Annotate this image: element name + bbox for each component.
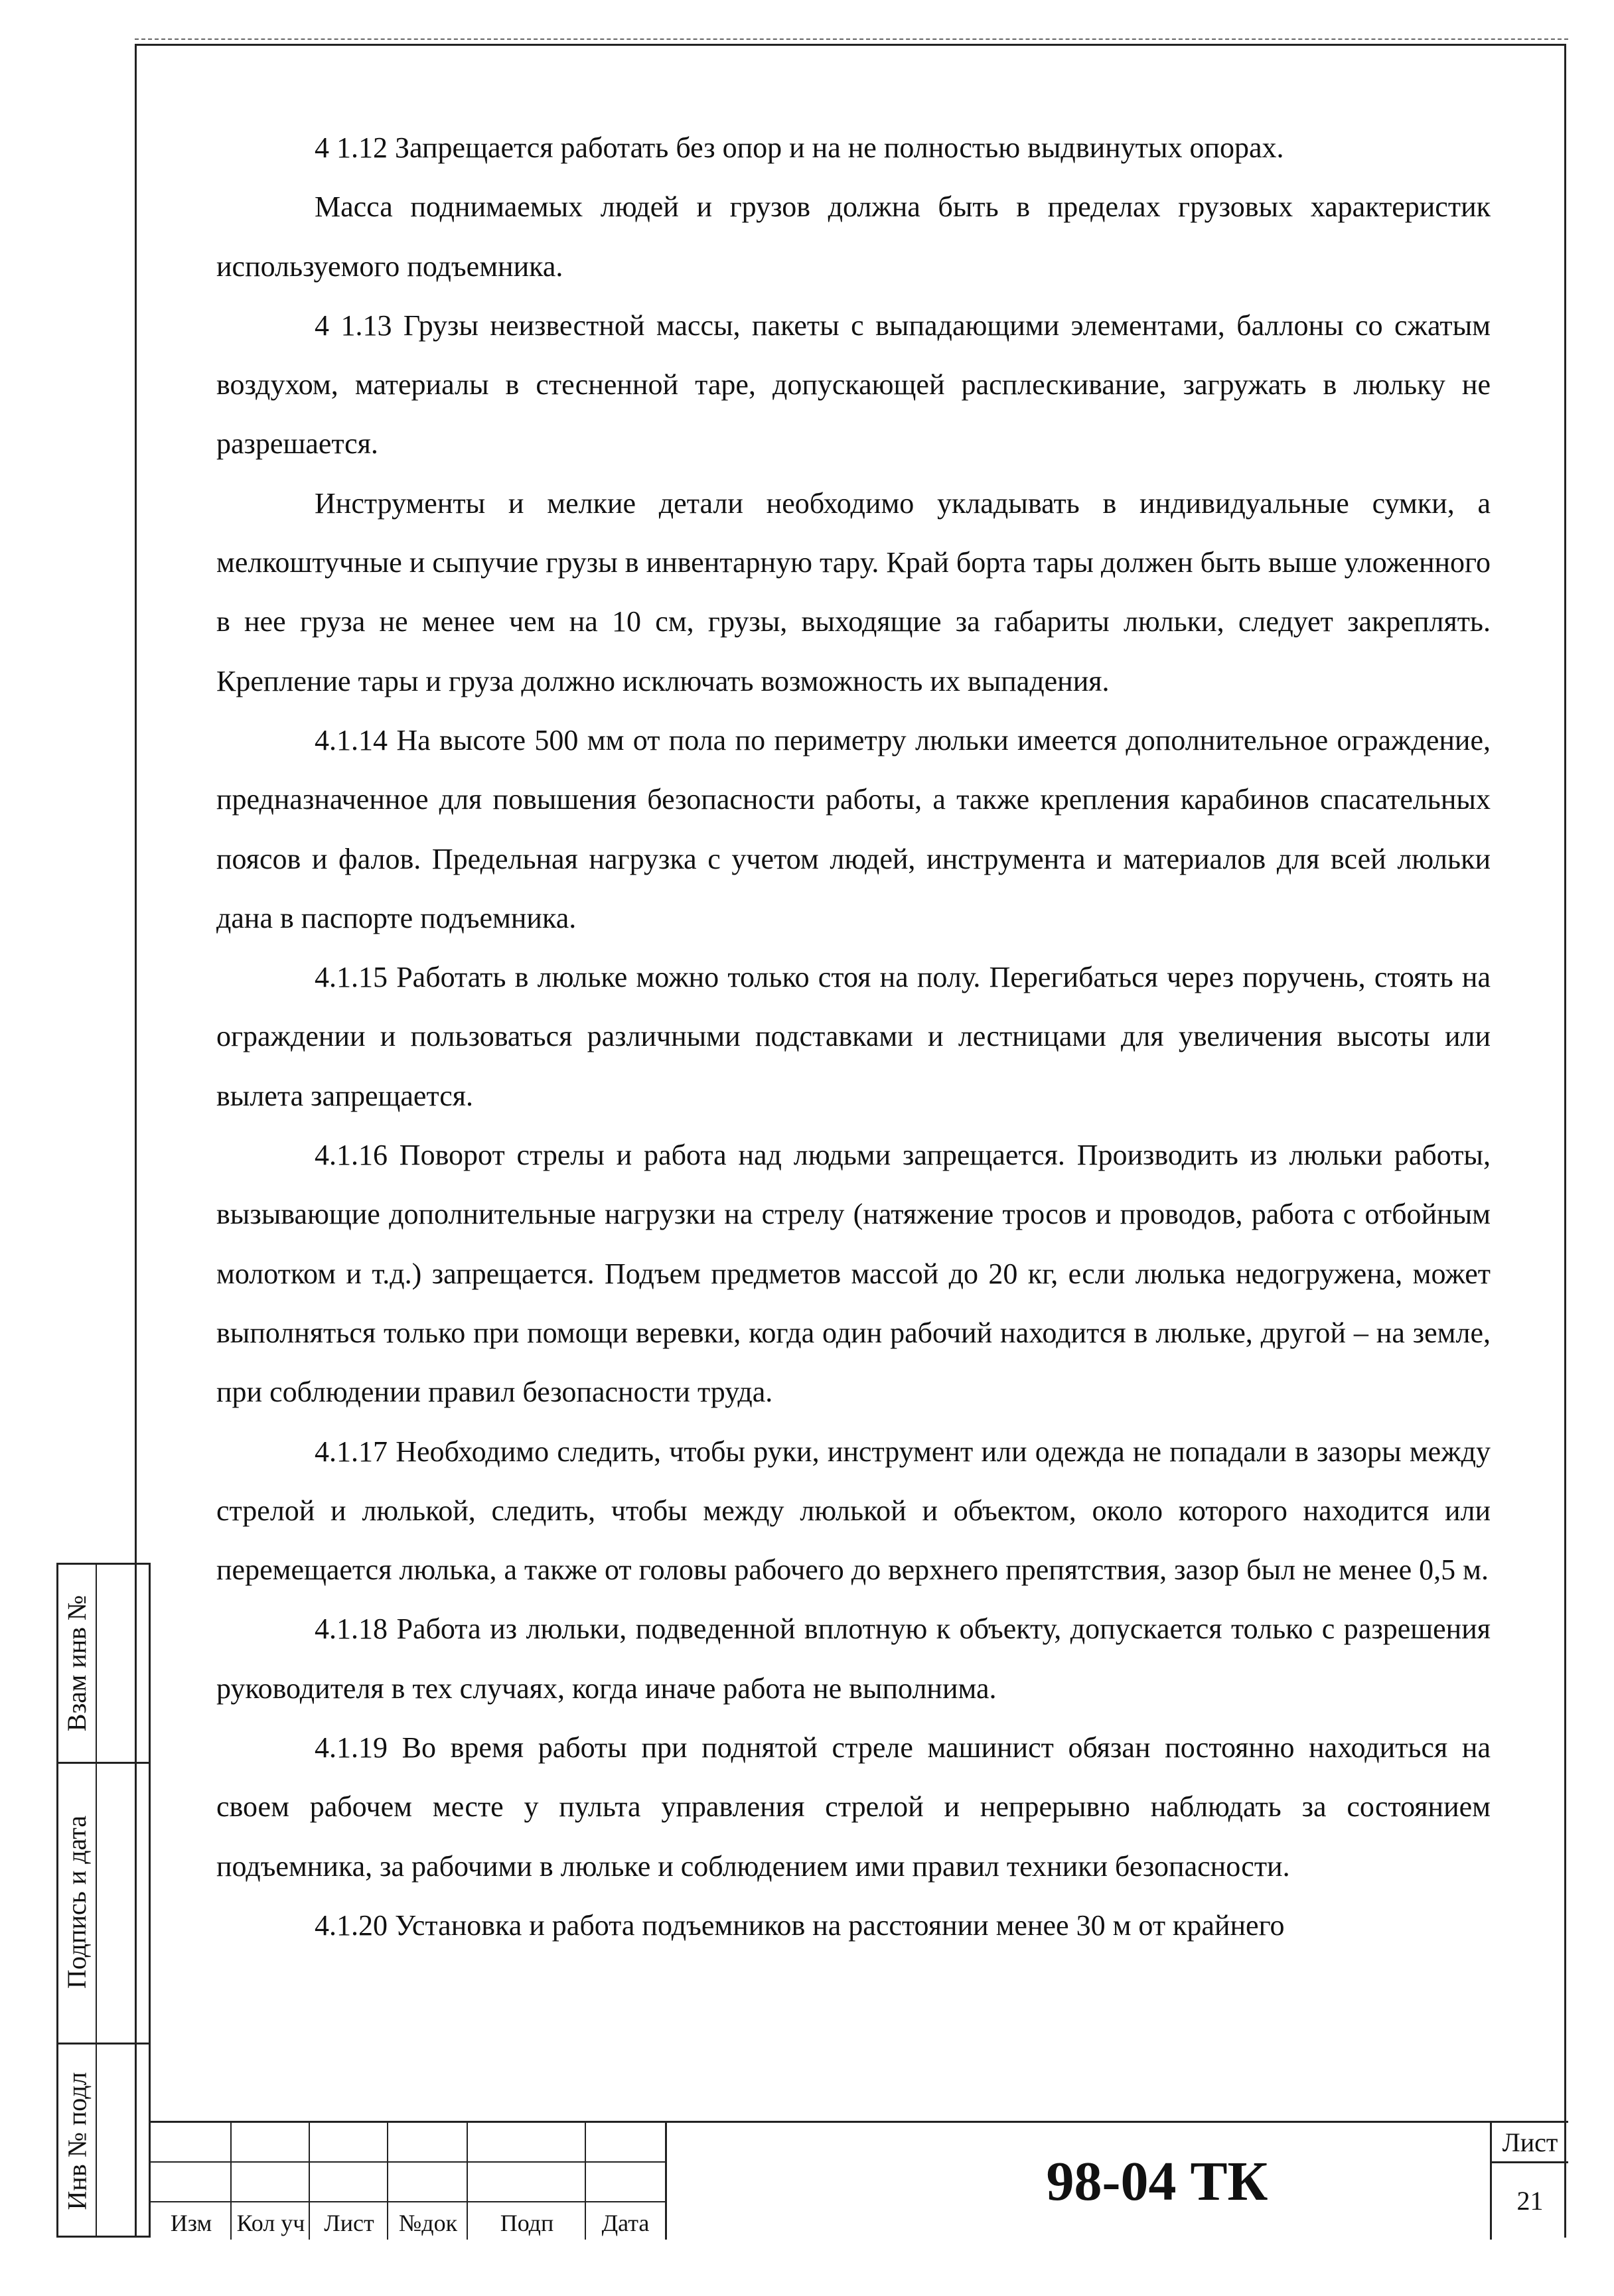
paragraph: 4.1.16 Поворот стрелы и работа над людьми запрещается. Производить из люльки работы, вызывающие дополнительные нагрузки на стрелу (натяжение тросов и проводов, работа с отбойным молотком и т.д.) запрещается. Подъем предметов массой до 20 кг, если люлька недогружена, может выполняться только при помощи веревки, когда один рабочий находится в люльке, другой – на земле, при соблюдении правил безопасности труда.	[216, 1139, 1491, 1409]
document-body	[216, 118, 1491, 1955]
side-stamp	[56, 1563, 151, 2238]
frame-top-dashed-line	[135, 38, 1568, 40]
revision-cell	[586, 2163, 665, 2202]
column-label-signature: Подп	[500, 2210, 554, 2236]
paragraph: 4.1.18 Работа из люльки, подведенной вплотную к объекту, допускается только с разрешения руководителя в тех случаях, когда иначе работа не выполнима.	[216, 1613, 1491, 1705]
column-label-doc-number: №док	[398, 2210, 458, 2236]
revision-cell	[586, 2123, 665, 2163]
paragraph: 4.1.14 На высоте 500 мм от пола по периметру люльки имеется дополнительное ограждение, предназначенное для повышения безопасности работы, а также крепления карабинов спасательных поясов и фалов. Предельная нагрузка с учетом людей, инструмента и материалов для всей люльки дана в паспорте подъемника.	[216, 723, 1491, 934]
revision-cell	[468, 2163, 586, 2202]
side-stamp-field-signature-date	[60, 1762, 94, 2043]
revision-cell	[388, 2163, 468, 2202]
revision-cell	[151, 2123, 232, 2163]
paragraph: 4.1.19 Во время работы при поднятой стреле машинист обязан постоянно находиться на своем рабочем месте у пульта управления стрелой и непрерывно наблюдать за состоянием подъемника, за рабочими в люльке и соблюдением ими правил техники безопасности.	[216, 1731, 1491, 1883]
revision-cell	[468, 2123, 586, 2163]
side-stamp-field-orig-inv	[60, 2043, 94, 2240]
column-label-date: Дата	[601, 2210, 650, 2236]
paragraph: 4.1.20 Установка и работа подъемников на расстоянии менее 30 м от крайнего	[315, 1908, 1285, 1942]
column-label-sheet: Лист	[324, 2210, 374, 2236]
sheet-number: 21	[1516, 2185, 1544, 2216]
column-label-count: Кол уч	[236, 2210, 305, 2236]
sheet-number-box	[1490, 2123, 1568, 2240]
side-stamp-divider	[96, 1565, 97, 2236]
paragraph: 4 1.12 Запрещается работать без опор и на не полностью выдвинутых опорах.	[315, 131, 1284, 164]
sheet-label: Лист	[1492, 2123, 1568, 2163]
paragraph: Масса поднимаемых людей и грузов должна быть в пределах грузовых характеристик используемого подъемника.	[216, 190, 1491, 283]
revision-cell	[151, 2163, 232, 2202]
paragraph: 4.1.15 Работать в люльке можно только стоя на полу. Перегибаться через поручень, стоять на ограждении и пользоваться различными подставками и лестницами для увеличения высоты или вылета запрещается.	[216, 961, 1491, 1112]
side-stamp-label: Взам инв №	[62, 1595, 92, 1732]
revision-table	[151, 2123, 665, 2240]
revision-cell	[310, 2123, 388, 2163]
revision-cell	[232, 2123, 310, 2163]
revision-cell	[310, 2163, 388, 2202]
side-stamp-label: Подпись и дата	[62, 1815, 92, 1989]
paragraph: 4 1.13 Грузы неизвестной массы, пакеты с выпадающими элементами, баллоны со сжатым воздухом, материалы в стесненной таре, допускающей расплескивание, загружать в люльку не разрешается.	[216, 309, 1491, 461]
paragraph: Инструменты и мелкие детали необходимо укладывать в индивидуальные сумки, а мелкоштучные и сыпучие грузы в инвентарную тару. Край борта тары должен быть выше уложенного в нее груза не менее чем на 10 см, грузы, выходящие за габариты люльки, следует закреплять. Крепление тары и груза должно исключать возможность их выпадения.	[216, 486, 1491, 697]
revision-cell	[388, 2123, 468, 2163]
side-stamp-label: Инв № подл	[62, 2072, 92, 2210]
document-code: 98-04 ТК	[665, 2123, 1614, 2240]
column-label-change: Изм	[170, 2210, 212, 2236]
side-stamp-field-replace-inv	[60, 1565, 94, 1762]
revision-cell	[232, 2163, 310, 2202]
title-block	[151, 2121, 1568, 2238]
paragraph: 4.1.17 Необходимо следить, чтобы руки, инструмент или одежда не попадали в зазоры между стрелой и люлькой, следить, чтобы между люлькой и объектом, около которого находится или перемещается люлька, а также от головы рабочего до верхнего препятствия, зазор был не менее 0,5 м.	[216, 1435, 1491, 1587]
